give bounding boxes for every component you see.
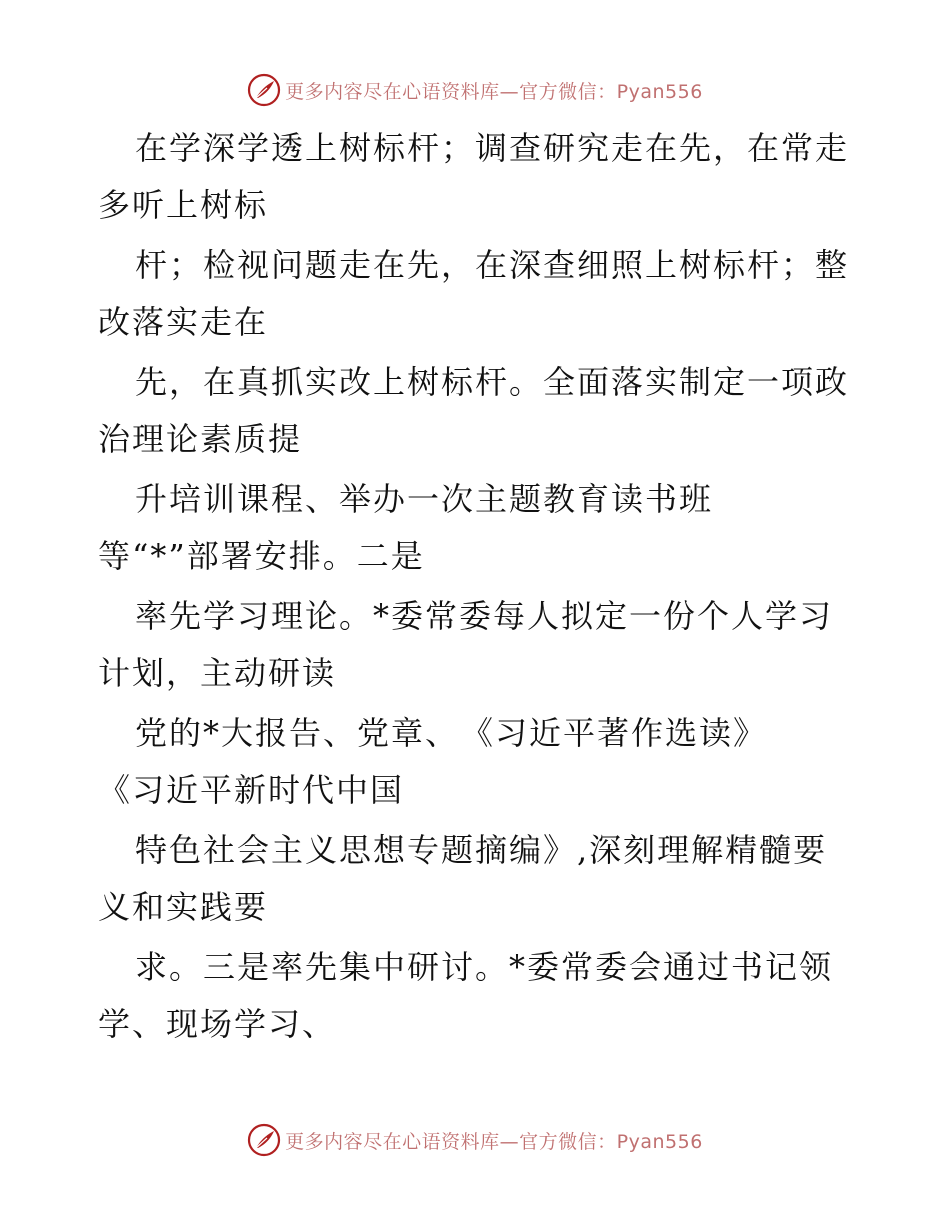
text-line: 升培训课程、举办一次主题教育读书班: [135, 480, 714, 518]
text-line: 计划，主动研读: [98, 654, 337, 692]
text-line: 杆；检视问题走在先，在深查细照上树标杆；整: [135, 246, 850, 284]
text-line: 多听上树标: [98, 186, 269, 224]
text-line: 义和实践要: [98, 888, 269, 926]
footer-banner: [0, 1120, 950, 1160]
text-line: 治理论素质提: [98, 420, 303, 458]
footer-banner-text: 更多内容尽在心语资料库—官方微信：Pyan556: [285, 1130, 703, 1153]
text-line: 等“*”部署安排。二是: [98, 537, 425, 575]
feather-pen-logo-icon: [247, 1123, 281, 1157]
feather-pen-logo-icon: [247, 73, 281, 107]
text-line: 特色社会主义思想专题摘编》,深刻理解精髓要: [135, 831, 828, 869]
text-line: 求。三是率先集中研讨。*委常委会通过书记领: [135, 948, 834, 986]
text-line: 《习近平新时代中国: [98, 771, 405, 809]
text-line: 改落实走在: [98, 303, 269, 341]
text-line: 在学深学透上树标杆；调查研究走在先，在常走: [135, 129, 850, 167]
header-banner-text: 更多内容尽在心语资料库—官方微信：Pyan556: [285, 80, 703, 103]
text-line: 率先学习理论。*委常委每人拟定一份个人学习: [135, 597, 834, 635]
header-banner: [0, 70, 950, 110]
text-line: 党的*大报告、党章、 《习近平著作选读》: [135, 714, 768, 752]
text-line: 先，在真抓实改上树标杆。全面落实制定一项政: [135, 363, 850, 401]
text-line: 学、现场学习、: [98, 1005, 337, 1043]
